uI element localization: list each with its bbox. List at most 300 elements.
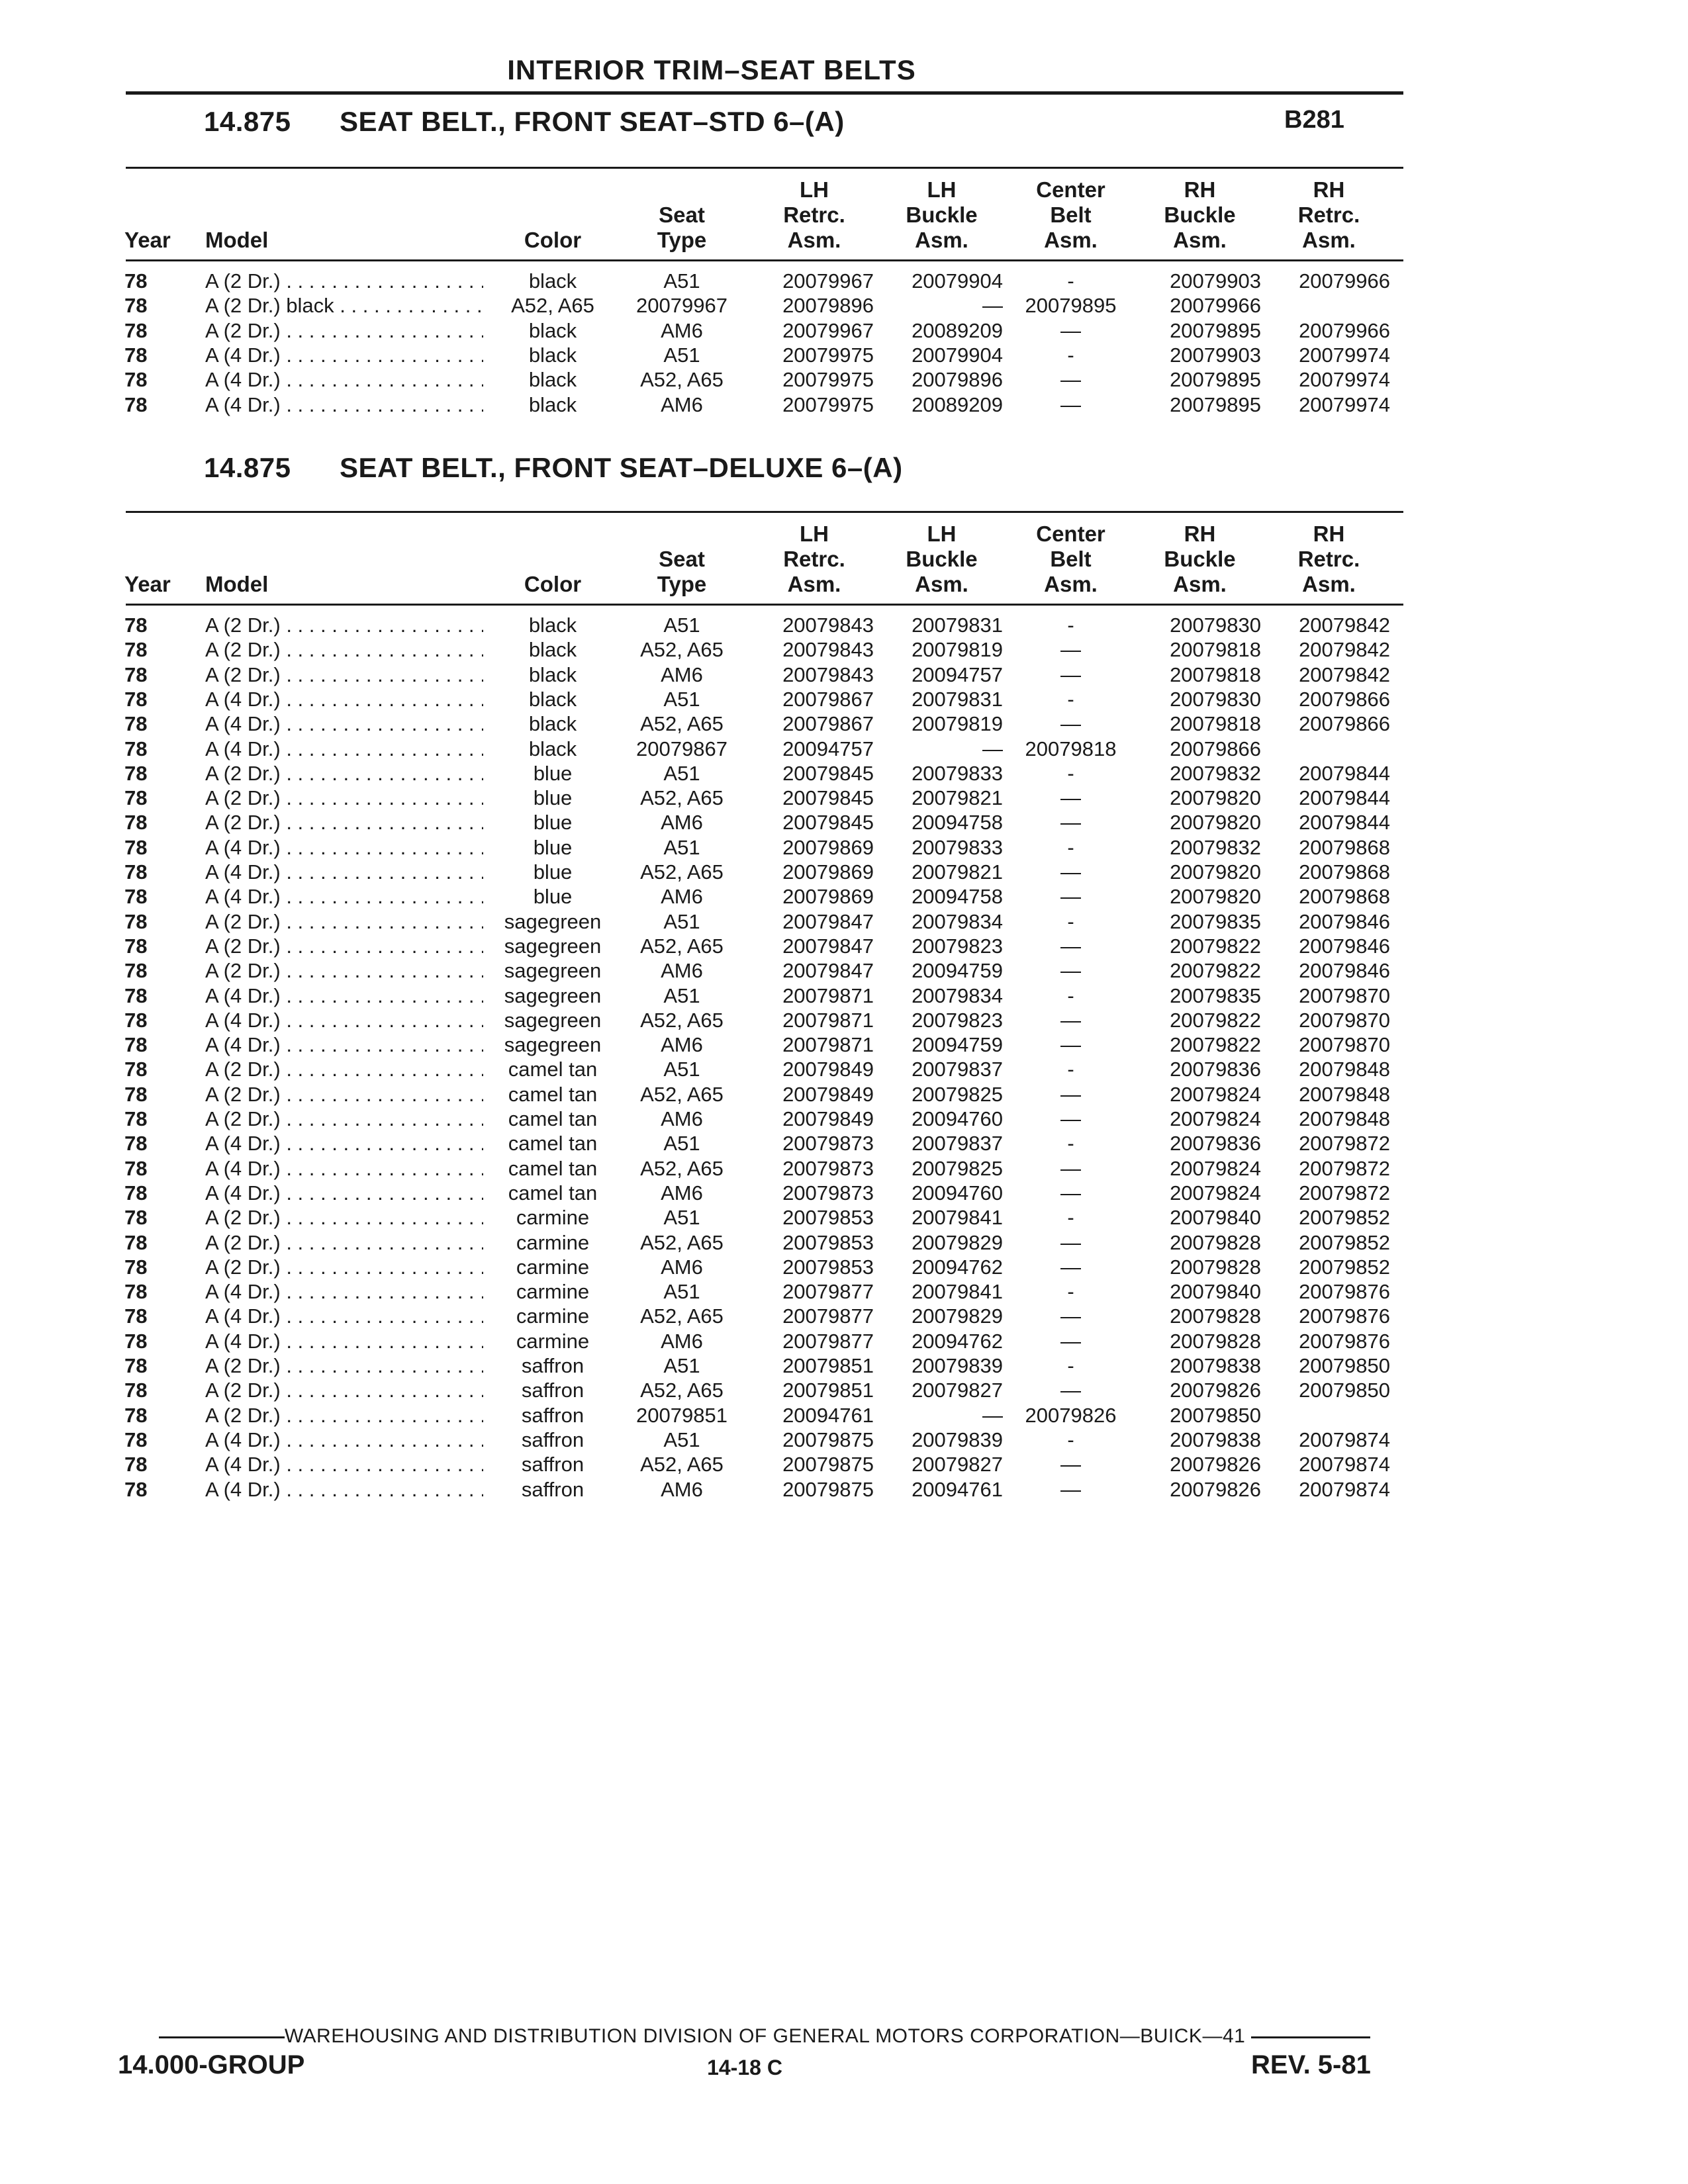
year-cell: 78 (124, 614, 148, 637)
year-cell: 78 (124, 934, 148, 958)
table-row (0, 293, 1688, 318)
header-center: Center Belt Asm. (1036, 177, 1105, 252)
table-row (0, 737, 1688, 762)
model-cell: A (4 Dr.) . . . (205, 343, 483, 368)
table-row (0, 1230, 1688, 1255)
table-row (0, 934, 1688, 959)
year-cell: 78 (124, 1428, 148, 1451)
section-number: 14.875 (204, 452, 291, 483)
table-row (0, 761, 1688, 786)
rh-retractor-cell: 20079848 (1299, 1107, 1390, 1130)
rh-buckle-cell: 20079832 (1170, 835, 1261, 859)
year-cell: 78 (124, 1280, 148, 1304)
rh-retractor-cell: 20079872 (1299, 1181, 1390, 1205)
lh-buckle-cell: 20079839 (912, 1428, 1003, 1451)
color-cell: saffron (521, 1403, 585, 1427)
section-title-deluxe (204, 452, 903, 484)
table-row (0, 1279, 1688, 1304)
rh-retractor-cell: 20079852 (1299, 1206, 1390, 1230)
rh-buckle-cell: 20079903 (1170, 269, 1261, 293)
section-name: SEAT BELT., FRONT SEAT–DELUXE 6–(A) (340, 452, 903, 483)
rh-retractor-cell: 20079872 (1299, 1132, 1390, 1156)
footer-dash (1251, 2036, 1370, 2038)
color-cell: black (528, 638, 577, 662)
center-belt-cell: - (1067, 1058, 1074, 1081)
seat-type-cell: A51 (663, 614, 700, 637)
title-rule (126, 91, 1403, 95)
year-cell: 78 (124, 269, 148, 293)
rh-retractor-cell: 20079846 (1299, 959, 1390, 983)
lh-buckle-cell: 20089209 (912, 318, 1003, 342)
lh-retractor-cell: 20079871 (782, 1033, 874, 1057)
color-cell: carmine (516, 1280, 590, 1304)
year-cell: 78 (124, 1230, 148, 1254)
table-row (0, 1255, 1688, 1280)
center-belt-cell: — (1060, 1255, 1081, 1279)
section-title-std (204, 106, 845, 138)
model-cell: A (4 Dr.) . . . (205, 1329, 483, 1354)
rh-retractor-cell: 20079874 (1299, 1477, 1390, 1501)
table-row (0, 1057, 1688, 1082)
center-belt-cell: - (1067, 761, 1074, 785)
table-row (0, 1353, 1688, 1379)
center-belt-cell: - (1067, 983, 1074, 1007)
rh-buckle-cell: 20079828 (1170, 1255, 1261, 1279)
table-row (0, 1156, 1688, 1181)
color-cell: black (528, 343, 577, 367)
table-row (0, 1107, 1688, 1132)
rh-retractor-cell: 20079846 (1299, 934, 1390, 958)
color-cell: carmine (516, 1255, 590, 1279)
rh-buckle-cell: 20079828 (1170, 1230, 1261, 1254)
header-model: Model (205, 572, 269, 596)
table-row (0, 909, 1688, 934)
lh-buckle-cell: 20079819 (912, 712, 1003, 736)
lh-retractor-cell: 20079867 (782, 687, 874, 711)
model-cell: A (4 Dr.) . . . (205, 884, 483, 909)
seat-type-cell: AM6 (661, 811, 703, 835)
seat-type-cell: A52, A65 (640, 638, 724, 662)
lh-buckle-cell: 20079829 (912, 1230, 1003, 1254)
color-cell: black (528, 737, 577, 760)
lh-retractor-cell: 20079967 (782, 269, 874, 293)
seat-type-cell: AM6 (661, 1107, 703, 1130)
model-cell: A (2 Dr.) . . . (205, 1057, 483, 1082)
lh-retractor-cell: 20079869 (782, 860, 874, 884)
table-row (0, 367, 1688, 392)
seat-type-cell: AM6 (661, 1329, 703, 1353)
seat-type-cell: A52, A65 (640, 368, 724, 392)
center-belt-cell: — (1060, 638, 1081, 662)
rh-buckle-cell: 20079826 (1170, 1379, 1261, 1402)
year-cell: 78 (124, 1058, 148, 1081)
rh-retractor-cell: 20079876 (1299, 1280, 1390, 1304)
table-row (0, 711, 1688, 737)
header-rh-retrc: RH Retrc. Asm. (1297, 177, 1360, 252)
seat-type-cell: A52, A65 (640, 860, 724, 884)
lh-retractor-cell: 20079975 (782, 343, 874, 367)
color-cell: black (528, 269, 577, 293)
lh-retractor-cell: 20079851 (782, 1354, 874, 1377)
center-belt-cell: — (1060, 1156, 1081, 1180)
rh-buckle-cell: 20079895 (1170, 318, 1261, 342)
lh-buckle-cell: 20079839 (912, 1354, 1003, 1377)
table-row (0, 269, 1688, 294)
lh-retractor-cell: 20079877 (782, 1304, 874, 1328)
color-cell: sagegreen (504, 909, 602, 933)
lh-buckle-cell: 20079833 (912, 835, 1003, 859)
model-cell: A (4 Dr.) . . . (205, 367, 483, 392)
model-cell: A (4 Dr.) . . . (205, 1008, 483, 1033)
rh-buckle-cell: 20079824 (1170, 1181, 1261, 1205)
seat-type-cell: A52, A65 (640, 1304, 724, 1328)
center-belt-cell: — (1060, 318, 1081, 342)
lh-retractor-cell: 20079847 (782, 959, 874, 983)
header-top-rule (126, 511, 1403, 513)
color-cell: blue (533, 811, 573, 835)
year-cell: 78 (124, 1181, 148, 1205)
lh-buckle-cell: 20079825 (912, 1082, 1003, 1106)
lh-buckle-cell: — (982, 737, 1003, 760)
seat-type-cell: A51 (663, 909, 700, 933)
year-cell: 78 (124, 835, 148, 859)
center-belt-cell: — (1060, 1181, 1081, 1205)
model-cell: A (4 Dr.) . . . (205, 392, 483, 418)
rh-retractor-cell: 20079870 (1299, 1033, 1390, 1057)
center-belt-cell: — (1060, 1379, 1081, 1402)
footer-revision: REV. 5-81 (1251, 2050, 1371, 2079)
rh-retractor-cell: 20079874 (1299, 1428, 1390, 1451)
rh-buckle-cell: 20079820 (1170, 786, 1261, 810)
seat-type-cell: A51 (663, 269, 700, 293)
rh-buckle-cell: 20079895 (1170, 368, 1261, 392)
table-row (0, 1181, 1688, 1206)
color-cell: saffron (521, 1453, 585, 1477)
year-cell: 78 (124, 1304, 148, 1328)
color-cell: black (528, 392, 577, 416)
seat-type-cell: A51 (663, 761, 700, 785)
table-row (0, 1032, 1688, 1058)
model-cell: A (2 Dr.) . . . (205, 637, 483, 662)
seat-type-cell: AM6 (661, 885, 703, 909)
lh-retractor-cell: 20079849 (782, 1107, 874, 1130)
model-cell: A (4 Dr.) . . . (205, 860, 483, 885)
rh-buckle-cell: 20079822 (1170, 1033, 1261, 1057)
lh-buckle-cell: 20079821 (912, 786, 1003, 810)
header-lh-buckle: LH Buckle Asm. (906, 522, 978, 596)
color-cell: black (528, 687, 577, 711)
rh-buckle-cell: 20079818 (1170, 638, 1261, 662)
model-cell: A (2 Dr.) . . . (205, 318, 483, 343)
header-year: Year (124, 228, 171, 252)
rh-buckle-cell: 20079826 (1170, 1453, 1261, 1477)
color-cell: camel tan (508, 1082, 598, 1106)
lh-buckle-cell: 20079823 (912, 934, 1003, 958)
table-row (0, 687, 1688, 712)
model-cell: A (4 Dr.) . . . (205, 687, 483, 712)
color-cell: blue (533, 860, 573, 884)
model-cell: A (2 Dr.) . . . (205, 1082, 483, 1107)
year-cell: 78 (124, 959, 148, 983)
rh-retractor-cell: 20079866 (1299, 687, 1390, 711)
lh-buckle-cell: 20094758 (912, 811, 1003, 835)
table-row (0, 884, 1688, 909)
model-cell: A (4 Dr.) . . . (205, 1452, 483, 1477)
year-cell: 78 (124, 343, 148, 367)
model-cell: A (2 Dr.) black . . . (205, 293, 483, 318)
center-belt-cell: - (1067, 909, 1074, 933)
table-row (0, 1008, 1688, 1033)
color-cell: sagegreen (504, 934, 602, 958)
center-belt-cell: - (1067, 343, 1074, 367)
table-row (0, 810, 1688, 835)
year-cell: 78 (124, 1206, 148, 1230)
color-cell: blue (533, 761, 573, 785)
lh-buckle-cell: 20094760 (912, 1181, 1003, 1205)
lh-retractor-cell: 20079849 (782, 1082, 874, 1106)
footer-distribution (126, 2025, 1403, 2048)
lh-retractor-cell: 20079875 (782, 1453, 874, 1477)
lh-retractor-cell: 20094757 (782, 737, 874, 760)
color-cell: black (528, 368, 577, 392)
rh-buckle-cell: 20079820 (1170, 885, 1261, 909)
year-cell: 78 (124, 885, 148, 909)
rh-retractor-cell: 20079876 (1299, 1304, 1390, 1328)
model-cell: A (2 Dr.) . . . (205, 1378, 483, 1403)
center-belt-cell: — (1060, 1008, 1081, 1032)
rh-retractor-cell: 20079868 (1299, 885, 1390, 909)
color-cell: black (528, 662, 577, 686)
model-cell: A (4 Dr.) . . . (205, 983, 483, 1009)
header-lh-retrc: LH Retrc. Asm. (783, 522, 845, 596)
center-belt-cell: - (1067, 269, 1074, 293)
footer-distribution-text: WAREHOUSING AND DISTRIBUTION DIVISION OF GENERAL MOTORS CORPORATION—BUICK—41 (284, 2025, 1246, 2047)
color-cell: blue (533, 835, 573, 859)
header-rh-buckle: RH Buckle Asm. (1164, 177, 1236, 252)
center-belt-cell: - (1067, 687, 1074, 711)
lh-buckle-cell: 20094761 (912, 1477, 1003, 1501)
lh-retractor-cell: 20079877 (782, 1329, 874, 1353)
lh-buckle-cell: 20079837 (912, 1058, 1003, 1081)
color-cell: carmine (516, 1206, 590, 1230)
color-cell: camel tan (508, 1181, 598, 1205)
color-cell: black (528, 318, 577, 342)
center-belt-cell: — (1060, 885, 1081, 909)
model-cell: A (2 Dr.) . . . (205, 1230, 483, 1255)
seat-type-cell: A52, A65 (640, 1082, 724, 1106)
lh-buckle-cell: 20079841 (912, 1206, 1003, 1230)
year-cell: 78 (124, 1107, 148, 1130)
seat-type-cell: A51 (663, 1206, 700, 1230)
color-cell: camel tan (508, 1058, 598, 1081)
seat-type-cell: AM6 (661, 392, 703, 416)
center-belt-cell: — (1060, 811, 1081, 835)
center-belt-cell: — (1060, 934, 1081, 958)
year-cell: 78 (124, 786, 148, 810)
color-cell: carmine (516, 1304, 590, 1328)
table-row (0, 835, 1688, 860)
year-cell: 78 (124, 638, 148, 662)
color-cell: carmine (516, 1329, 590, 1353)
rh-retractor-cell: 20079966 (1299, 269, 1390, 293)
rh-buckle-cell: 20079830 (1170, 687, 1261, 711)
seat-type-cell: AM6 (661, 1477, 703, 1501)
lh-retractor-cell: 20079875 (782, 1428, 874, 1451)
color-cell: A52, A65 (511, 294, 594, 318)
lh-buckle-cell: 20079827 (912, 1379, 1003, 1402)
year-cell: 78 (124, 1403, 148, 1427)
rh-retractor-cell: 20079848 (1299, 1082, 1390, 1106)
lh-buckle-cell: — (982, 294, 1003, 318)
rh-retractor-cell: 20079974 (1299, 368, 1390, 392)
model-cell: A (4 Dr.) . . . (205, 711, 483, 737)
seat-type-cell: A51 (663, 1280, 700, 1304)
center-belt-cell: — (1060, 959, 1081, 983)
rh-retractor-cell: 20079846 (1299, 909, 1390, 933)
year-cell: 78 (124, 1156, 148, 1180)
lh-retractor-cell: 20079975 (782, 368, 874, 392)
lh-buckle-cell: 20079819 (912, 638, 1003, 662)
center-belt-cell: 20079895 (1025, 294, 1117, 318)
rh-retractor-cell: 20079874 (1299, 1453, 1390, 1477)
lh-buckle-cell: 20094759 (912, 1033, 1003, 1057)
model-cell: A (4 Dr.) . . . (205, 1156, 483, 1181)
table-row (0, 1329, 1688, 1354)
lh-retractor-cell: 20079869 (782, 835, 874, 859)
rh-retractor-cell: 20079852 (1299, 1230, 1390, 1254)
lh-buckle-cell: 20079904 (912, 343, 1003, 367)
center-belt-cell: — (1060, 1033, 1081, 1057)
rh-retractor-cell: 20079974 (1299, 343, 1390, 367)
color-cell: carmine (516, 1230, 590, 1254)
color-cell: sagegreen (504, 959, 602, 983)
rh-buckle-cell: 20079838 (1170, 1428, 1261, 1451)
color-cell: saffron (521, 1379, 585, 1402)
rh-buckle-cell: 20079835 (1170, 983, 1261, 1007)
lh-buckle-cell: 20089209 (912, 392, 1003, 416)
rh-buckle-cell: 20079838 (1170, 1354, 1261, 1377)
seat-type-cell: A52, A65 (640, 1230, 724, 1254)
color-cell: camel tan (508, 1156, 598, 1180)
center-belt-cell: — (1060, 860, 1081, 884)
seat-type-cell: AM6 (661, 662, 703, 686)
footer-group: 14.000-GROUP (118, 2050, 305, 2079)
center-belt-cell: - (1067, 1428, 1074, 1451)
year-cell: 78 (124, 392, 148, 416)
rh-buckle-cell: 20079840 (1170, 1206, 1261, 1230)
model-cell: A (2 Dr.) . . . (205, 1403, 483, 1428)
model-cell: A (2 Dr.) . . . (205, 1107, 483, 1132)
rh-buckle-cell: 20079966 (1170, 294, 1261, 318)
lh-retractor-cell: 20079877 (782, 1280, 874, 1304)
rh-retractor-cell: 20079866 (1299, 712, 1390, 736)
header-center: Center Belt Asm. (1036, 522, 1105, 596)
lh-retractor-cell: 20079843 (782, 662, 874, 686)
color-cell: blue (533, 885, 573, 909)
page-code: B281 (1284, 106, 1344, 134)
lh-retractor-cell: 20094761 (782, 1403, 874, 1427)
center-belt-cell: — (1060, 1107, 1081, 1130)
lh-retractor-cell: 20079873 (782, 1132, 874, 1156)
table-row (0, 1205, 1688, 1230)
rh-retractor-cell: 20079850 (1299, 1379, 1390, 1402)
rh-buckle-cell: 20079895 (1170, 392, 1261, 416)
color-cell: blue (533, 786, 573, 810)
rh-buckle-cell: 20079866 (1170, 737, 1261, 760)
year-cell: 78 (124, 860, 148, 884)
model-cell: A (2 Dr.) . . . (205, 1255, 483, 1280)
rh-buckle-cell: 20079824 (1170, 1107, 1261, 1130)
section-name: SEAT BELT., FRONT SEAT–STD 6–(A) (340, 106, 845, 137)
rh-buckle-cell: 20079830 (1170, 614, 1261, 637)
seat-type-cell: A51 (663, 1058, 700, 1081)
lh-buckle-cell: 20094760 (912, 1107, 1003, 1130)
center-belt-cell: - (1067, 1354, 1074, 1377)
table-row (0, 786, 1688, 811)
table-row (0, 1082, 1688, 1107)
table-row (0, 1428, 1688, 1453)
rh-retractor-cell: 20079842 (1299, 614, 1390, 637)
color-cell: saffron (521, 1477, 585, 1501)
center-belt-cell: 20079826 (1025, 1403, 1117, 1427)
seat-type-cell: A51 (663, 1354, 700, 1377)
rh-buckle-cell: 20079832 (1170, 761, 1261, 785)
year-cell: 78 (124, 909, 148, 933)
seat-type-cell: A52, A65 (640, 1453, 724, 1477)
model-cell: A (4 Dr.) . . . (205, 1477, 483, 1502)
seat-type-cell: AM6 (661, 1033, 703, 1057)
lh-retractor-cell: 20079843 (782, 638, 874, 662)
model-cell: A (4 Dr.) . . . (205, 1428, 483, 1453)
rh-buckle-cell: 20079822 (1170, 1008, 1261, 1032)
year-cell: 78 (124, 687, 148, 711)
rh-buckle-cell: 20079818 (1170, 662, 1261, 686)
rh-retractor-cell: 20079844 (1299, 811, 1390, 835)
model-cell: A (2 Dr.) . . . (205, 761, 483, 786)
seat-type-cell: A52, A65 (640, 712, 724, 736)
lh-retractor-cell: 20079896 (782, 294, 874, 318)
center-belt-cell: - (1067, 1280, 1074, 1304)
rh-buckle-cell: 20079820 (1170, 860, 1261, 884)
center-belt-cell: 20079818 (1025, 737, 1117, 760)
seat-type-cell: A52, A65 (640, 1379, 724, 1402)
table-row (0, 637, 1688, 662)
year-cell: 78 (124, 368, 148, 392)
lh-retractor-cell: 20079853 (782, 1206, 874, 1230)
table-row (0, 1477, 1688, 1502)
lh-buckle-cell: 20094762 (912, 1329, 1003, 1353)
center-belt-cell: — (1060, 712, 1081, 736)
color-cell: black (528, 614, 577, 637)
center-belt-cell: - (1067, 1206, 1074, 1230)
table-row (0, 1131, 1688, 1156)
seat-type-cell: AM6 (661, 318, 703, 342)
rh-buckle-cell: 20079820 (1170, 811, 1261, 835)
rh-retractor-cell: 20079842 (1299, 662, 1390, 686)
lh-buckle-cell: 20079837 (912, 1132, 1003, 1156)
rh-buckle-cell: 20079828 (1170, 1329, 1261, 1353)
lh-buckle-cell: 20079841 (912, 1280, 1003, 1304)
lh-retractor-cell: 20079869 (782, 885, 874, 909)
lh-retractor-cell: 20079871 (782, 983, 874, 1007)
header-rh-buckle: RH Buckle Asm. (1164, 522, 1236, 596)
rh-buckle-cell: 20079828 (1170, 1304, 1261, 1328)
lh-buckle-cell: 20079831 (912, 614, 1003, 637)
lh-buckle-cell: 20079833 (912, 761, 1003, 785)
color-cell: camel tan (508, 1132, 598, 1156)
center-belt-cell: — (1060, 1329, 1081, 1353)
year-cell: 78 (124, 1379, 148, 1402)
